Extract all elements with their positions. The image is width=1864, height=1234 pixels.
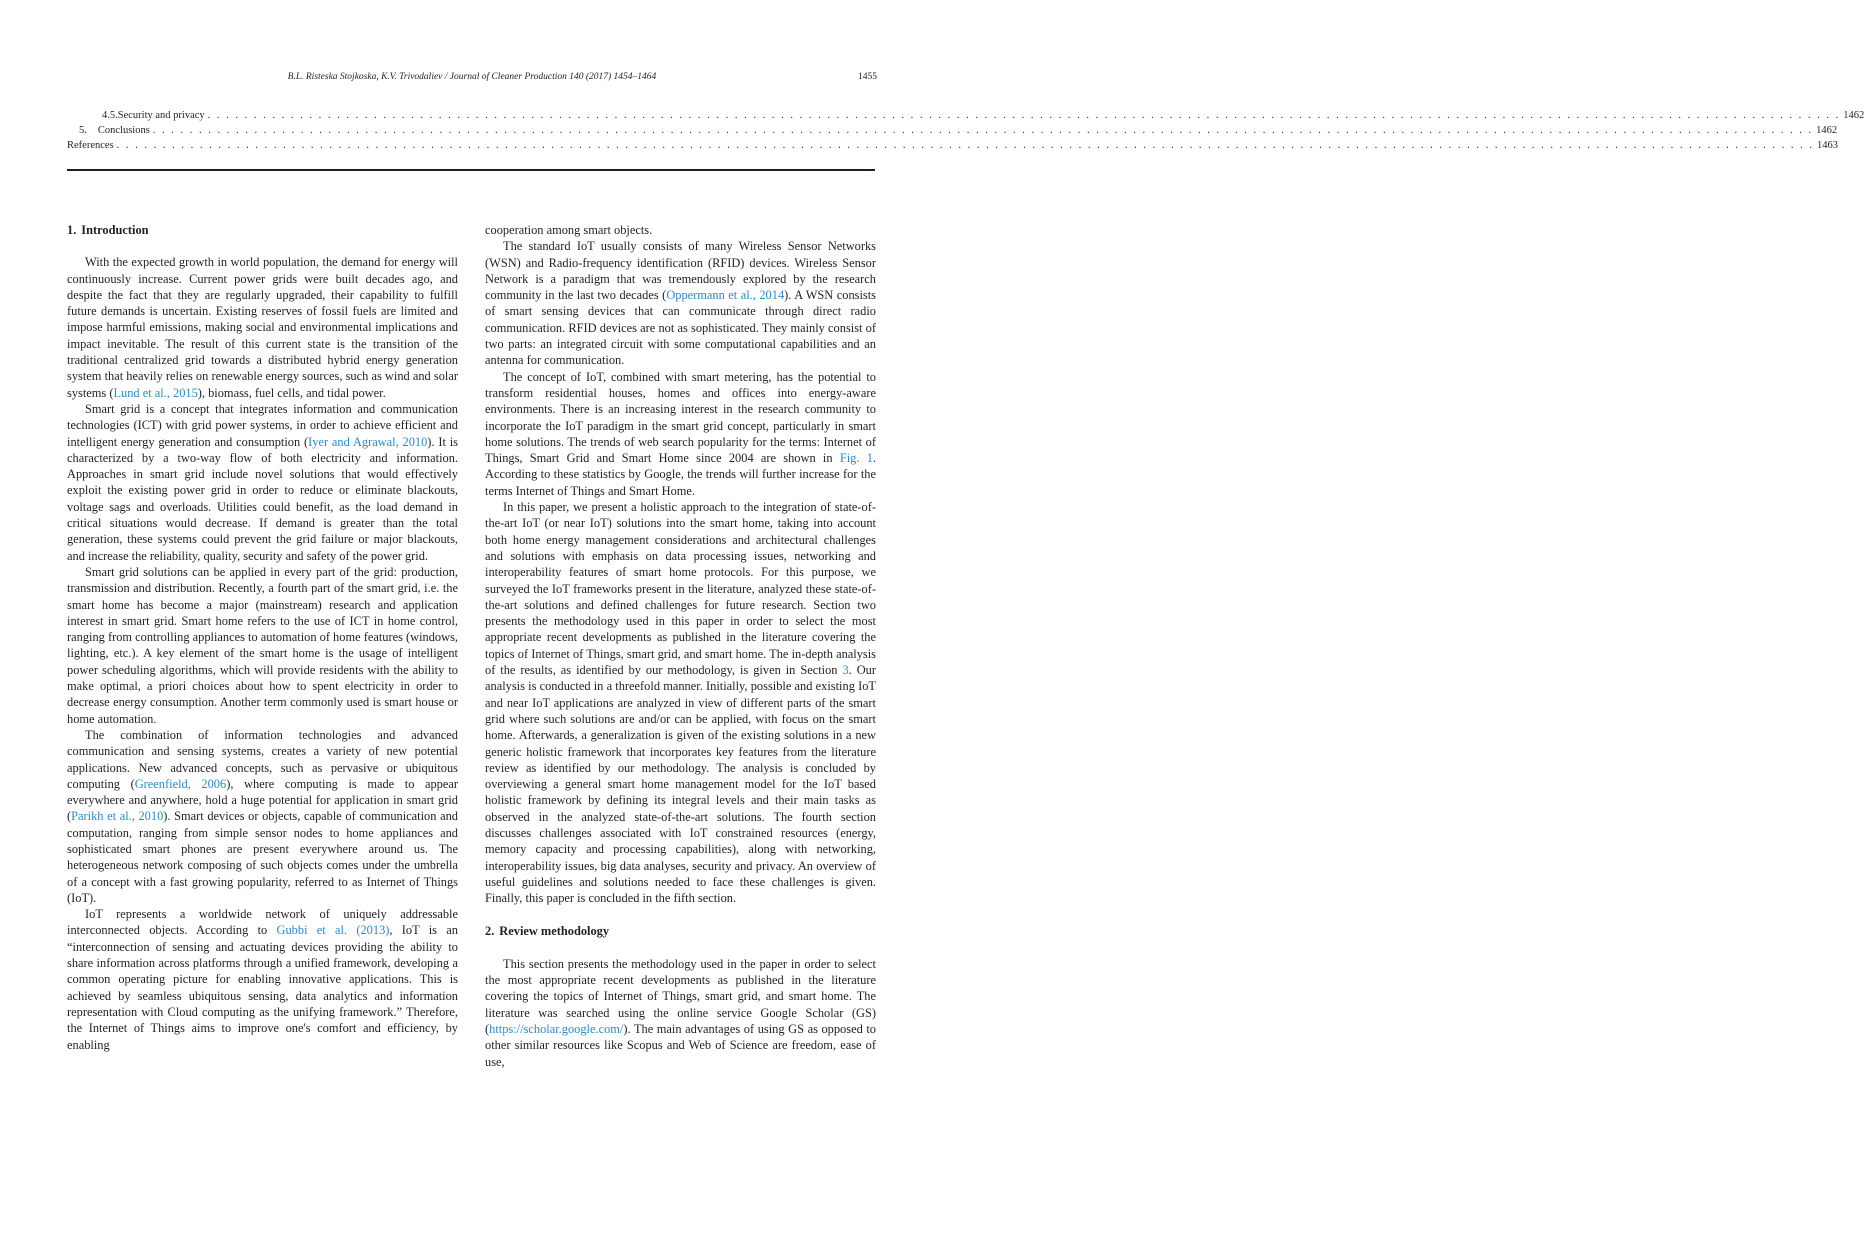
text-run: This section presents the methodology used in the paper in order to select the most appropriate recent developments as published in the literature covering the topics of Internet of Things, smart grid, and smart home. The literature was searched using the online service Google Scholar (GS) ( [485,956,876,1036]
text-run: The combination of information technologies and advanced communication and sensing systems, creates a variety of new potential applications. New advanced concepts, such as pervasive or ubiquitous computing ( [67,727,458,791]
toc-leader-dots: . . . . . . . . . . . . . . . . . . . . . . . . . . . . . . . . . . . . . . . . . . . . . . . . . . . . . . . . . . . . . . . . . . . . . . . . . . . . . . . . . . . . . . . . . . . . . . . . . . . . . . . . . . . . . . . . . . . . . . . . . . . . . . . . . . . . . . . . . . . . . . . . . . . . . . . . . . . . . . . . . . . . . . . . . . . . . . . . . . . . [152,125,1814,136]
text-run: ), where computing is made to appear everywhere and anywhere, hold a huge potential for application in smart grid ( [67,776,459,824]
toc-entry-number: 4.5. [102,110,118,121]
right-column [485,222,876,1070]
toc-entry-number: 5. [79,125,87,136]
text-run: ). A WSN consists of smart sensing devices that can communicate through direct radio communication. RFID devices are not as sophisticated. They mainly consist of two parts: an integrated circuit with some computational capabilities and an antenna for communication. [485,288,876,368]
journal-citation: B.L. Risteska Stojkoska, K.V. Trivodaliev / Journal of Cleaner Production 140 (2017) 1454–1464 [287,72,657,82]
section-heading-introduction [67,222,458,238]
toc-leader-dots: . . . . . . . . . . . . . . . . . . . . . . . . . . . . . . . . . . . . . . . . . . . . . . . . . . . . . . . . . . . . . . . . . . . . . . . . . . . . . . . . . . . . . . . . . . . . . . . . . . . . . . . . . . . . . . . . . . . . . . . . . . . . . . . . . . . . . . . . . . . . . . . . . . . . . . . . . . . . . . . . . . . . . . . . . . . . . . . . . [207,110,1841,121]
text-run: ), biomass, fuel cells, and tidal power. [197,385,386,400]
paragraph [485,956,876,1070]
paragraph [67,401,458,564]
paragraph [67,906,458,1053]
text-run: With the expected growth in world population, the demand for energy will continuously increase. Current power grids were built decades ago, and despite the fact that they are regularly upgraded, their capability to fulfill future demands is uncertain. Existing reserves of fossil fuels are limited and impose harmful emissions, making social and environmental implications and impact inevitable. The result of this current state is the transition of the traditional centralized grid towards a distributed hybrid energy generation system that heavily relies on renewable energy sources, such as wind and solar systems ( [67,255,458,400]
paragraph [485,369,876,499]
text-run: . Our analysis is conducted in a threefold manner. Initially, possible and existing IoT and near IoT applications are analyzed in view of different parts of the smart grid where such solutions are and/or can be applied, with focus on the smart home. Afterwards, a generalization is given of the existing solutions in a new generic holistic framework that incorporates key features from the literature review as identified by our methodology. The analysis is concluded by overviewing a general smart home management model for the IoT based holistic framework by defining its integral levels and their main tasks as observed in the analyzed state-of-the-art solutions. The fourth section discusses challenges associated with IoT constrained resources (energy, memory capacity and processing capabilities), along with networking, interoperability issues, big data analyses, security and privacy. An overview of useful guidelines and solutions needed to face these challenges is given. Finally, this paper is concluded in the fifth section. [485,663,876,906]
section-heading-review-methodology [485,923,876,939]
toc-leader-dots: . . . . . . . . . . . . . . . . . . . . . . . . . . . . . . . . . . . . . . . . . . . . . . . . . . . . . . . . . . . . . . . . . . . . . . . . . . . . . . . . . . . . . . . . . . . . . . . . . . . . . . . . . . . . . . . . . . . . . . . . . . . . . . . . . . . . . . . . . . . . . . . . . . . . . . . . . . . . . . . . . . . . . . . . . . . . . . . . . . . . . . . . [116,140,1815,151]
text-run: IoT represents a worldwide network of uniquely addressable interconnected objects. According to [67,907,458,938]
left-column [67,222,458,1053]
toc-entry-page: 1463 [1817,140,1839,151]
text-run: ). It is characterized by a two-way flow of both electricity and information. Approaches in smart grid include novel solutions that would effectively exploit the existing power grid in order to reduce or eliminate blackouts, voltage sags and overloads. Utilities could benefit, as the load demand in critical situations would decrease. If demand is greater than the total generation, these systems could prevent the grid failure or major blackouts, and increase the reliability, quality, security and safety of the power grid. [67,434,458,563]
paragraph [485,238,876,368]
section-title: Review methodology [499,924,610,939]
toc-entry[interactable] [67,138,1839,153]
paragraph: Smart grid solutions can be applied in every part of the grid: production, transmission and distribution. Recently, a fourth part of the smart grid, i.e. the smart home has become a major (mainstream) research and application interest in smart grid. Smart home refers to the use of ICT in home control, ranging from controlling appliances to automation of home features (windows, lighting, etc.). A key element of the smart home is the usage of intelligent power scheduling algorithms, which will provide residents with the ability to make optimal, a priori choices about how to spent electricity in order to decrease energy consumption. Another term commonly used is smart house or home automation. [67,564,458,726]
page-number: 1455 [858,72,877,82]
spacer [485,906,876,923]
toc-entry-title: References [67,140,114,151]
text-run: The concept of IoT, combined with smart metering, has the potential to transform residential houses, homes and offices into energy-aware environments. There is an increasing interest in the research community to incorporate the IoT paradigm in the smart grid concept, particularly in smart home solutions. The trends of web search popularity for the terms: Internet of Things, Smart Grid and Smart Home since 2004 are shown in [485,369,876,466]
url-link[interactable]: https://scholar.google.com/ [489,1021,624,1036]
text-run: In this paper, we present a holistic approach to the integration of state-of-the-art IoT (or near IoT) solutions into the smart home, taking into account both home energy management considerations and architectural challenges and solutions with emphasis on data processing issues, networking and interoperability features of smart home protocols. For this purpose, we surveyed the IoT frameworks present in the literature, analyzed these state-of-the-art solutions and defined challenges for future research. Section two presents the methodology used in this paper in order to select the most appropriate recent developments as published in the literature covering the topics of Internet of Things, smart grid, and smart home. The in-depth analysis of the results, as identified by our methodology, is given in Section [485,500,876,678]
text-run: Smart grid is a concept that integrates information and communication technologies (ICT) with grid power systems, in order to achieve efficient and intelligent energy generation and consumption ( [67,401,458,449]
text-run: ). Smart devices or objects, capable of communication and computation, ranging from simple sensor nodes to home appliances and sophisticated smart phones are present everywhere around us. The heterogeneous network composing of such objects comes under the umbrella of a concept with a fast growing popularity, referred to as Internet of Things (IoT). [67,809,458,905]
citation-link[interactable]: Iyer and Agrawal, 2010 [308,434,428,449]
toc-entry-page: 1462 [1816,125,1838,136]
section-title: Introduction [81,223,149,237]
toc-entry-page: 1462 [1843,110,1864,121]
paragraph [67,254,458,401]
citation-link[interactable]: Gubbi et al. (2013) [276,923,390,938]
section-number: 2. [485,924,495,939]
running-header [67,72,877,88]
header-divider [67,169,875,171]
section-number: 1. [67,223,77,237]
toc-entry[interactable] [67,108,1864,123]
citation-link[interactable]: Oppermann et al., 2014 [666,288,785,303]
toc-entry[interactable] [67,123,1838,138]
text-run: The standard IoT usually consists of many Wireless Sensor Networks (WSN) and Radio-frequency identification (RFID) devices. Wireless Sensor Network is a paradigm that was tremendously explored by the research community in the last two decades ( [485,239,876,303]
citation-link[interactable]: Parikh et al., 2010 [71,809,164,824]
table-of-contents [67,108,1864,153]
citation-link[interactable]: Lund et al., 2015 [113,385,198,400]
figure-link[interactable]: Fig. 1 [839,451,873,466]
paragraph: cooperation among smart objects. [485,223,653,237]
toc-entry-title: Conclusions [97,125,150,136]
section-link[interactable]: 3 [842,663,849,678]
text-run: . According to these statistics by Google, the trends will further increase for the terms Internet of Things and Smart Home. [485,451,877,498]
paragraph [485,499,876,906]
toc-entry-title: Security and privacy [117,110,205,121]
citation-link[interactable]: Greenfield, 2006 [134,776,227,791]
paragraph [67,727,458,906]
text-run: , IoT is an “interconnection of sensing and actuating devices providing the ability to share information across platforms through a unified framework, developing a common operating picture for enabling innovative applications. This is achieved by seamless ubiquitous sensing, data analytics and information representation with Cloud computing as the unifying framework.” Therefore, the Internet of Things aims to improve one's comfort and efficiency, by enabling [67,923,458,1052]
text-run: ). The main advantages of using GS as opposed to other similar resources like Scopus and Web of Science are freedom, ease of use, [485,1021,876,1069]
